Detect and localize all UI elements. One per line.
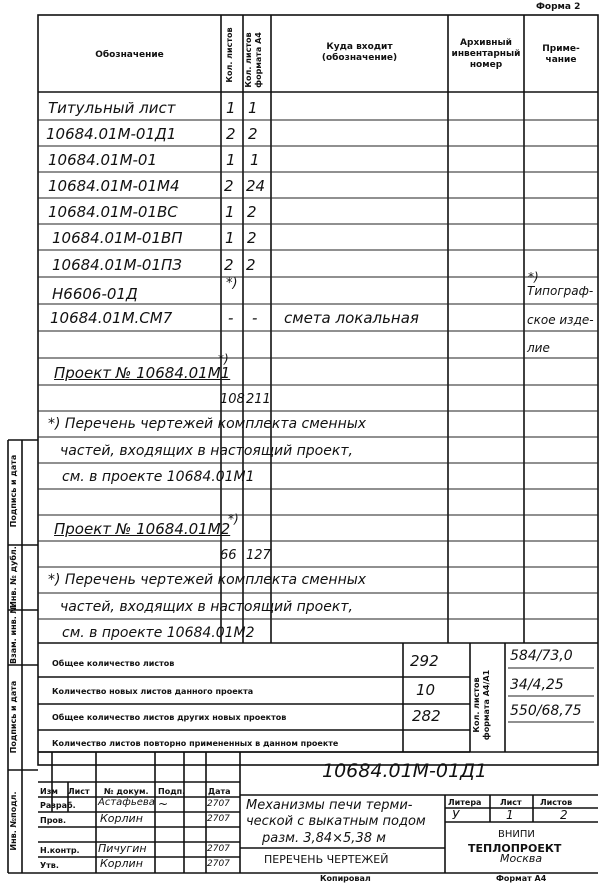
footer-format: Формат А4 <box>496 874 547 883</box>
project-2-mark: *) <box>228 512 239 526</box>
row-designation: 10684.01М-01ПЗ <box>52 256 182 274</box>
project-2-a4: 127 <box>246 548 271 563</box>
header-sheet-count-a4: Кол. листов формата А4 <box>244 32 263 88</box>
stamp-col-list: Лист <box>68 787 90 796</box>
row-a4: 24 <box>246 177 266 195</box>
header-archive-2: инвентарный <box>451 49 521 59</box>
stamp-org-city: Москва <box>500 852 543 865</box>
header-note-1: Приме- <box>542 44 580 54</box>
stamp-col-doc: № докум. <box>104 787 149 796</box>
side-inv-podl: Инв. №подл. <box>9 791 18 851</box>
row-used-in: смета локальная <box>284 309 419 327</box>
row-count: 1 <box>226 151 236 169</box>
header-used-in: Куда входит <box>326 42 393 52</box>
stamp-listov-value: 2 <box>560 808 568 822</box>
stamp-code: 10684.01М-01Д1 <box>322 760 488 782</box>
row-count: 2 <box>224 177 234 195</box>
total-a4: 584/73,0 <box>510 648 573 664</box>
project-1-title: Проект № 10684.01М1 <box>54 364 231 382</box>
stamp-list-label: Лист <box>500 798 522 807</box>
row-count: 2 <box>224 256 234 274</box>
new-label: Количество новых листов данного проекта <box>52 687 254 696</box>
project-2-text-1: *) Перечень чертежей комплекта сменных <box>48 572 367 588</box>
stamp-col-date: Дата <box>208 787 231 796</box>
header-used-in-sub: (обозначение) <box>321 53 398 63</box>
stamp-title-1: Механизмы печи терми- <box>246 798 413 813</box>
row-a4: 2 <box>246 256 256 274</box>
total-label: Общее количество листов <box>52 659 175 668</box>
stamp-litera-value: У <box>452 808 460 822</box>
row-note: *) <box>528 270 539 284</box>
new-value: 10 <box>416 681 436 699</box>
row-a4: 1 <box>248 99 258 117</box>
header-note-2: чание <box>545 55 577 65</box>
stamp-listov-label: Листов <box>540 798 573 807</box>
row-a4: - <box>252 309 258 327</box>
stamp-title-2: ческой с выкатным подом <box>246 814 426 829</box>
totals-vertical-label: Кол. листов формата А4/А1 <box>472 669 491 741</box>
stamp-prov-name: Корлин <box>100 812 143 825</box>
stamp-razrab-name: Астафьева <box>98 797 155 808</box>
header-archive-1: Архивный <box>460 38 512 48</box>
project-1-count: 108 <box>220 392 245 407</box>
row-designation: 10684.01М-01 <box>48 151 158 169</box>
row-designation: Титульный лист <box>48 99 176 117</box>
stamp-col-izm: Изм <box>40 787 58 796</box>
stamp-utv-date: 2707 <box>207 859 230 869</box>
project-2-count: 66 <box>220 548 237 563</box>
header-designation: Обозначение <box>95 50 164 60</box>
footer-copied: Копировал <box>320 874 371 883</box>
project-2-text-3: см. в проекте 10684.01М2 <box>62 625 255 641</box>
stamp-org-2: ТЕПЛОПРОЕКТ <box>468 842 562 855</box>
other-label: Общее количество листов других новых проектов <box>52 713 287 722</box>
stamp-razrab-label: Разраб. <box>40 801 76 810</box>
row-a4: 2 <box>248 125 258 143</box>
stamp-prov-date: 2707 <box>207 814 230 824</box>
row-count: 1 <box>225 229 235 247</box>
total-value: 292 <box>410 652 439 670</box>
note-line: Типограф- <box>527 284 594 298</box>
row-count: 2 <box>226 125 236 143</box>
row-designation: 10684.01М-01М4 <box>48 177 180 195</box>
stamp-utv-label: Утв. <box>40 861 59 870</box>
row-a4: 2 <box>247 229 257 247</box>
new-a4: 34/4,25 <box>510 677 564 693</box>
project-2-text-2: частей, входящих в настоящий проект, <box>60 599 353 615</box>
row-designation: 10684.01М.СМ7 <box>50 309 173 327</box>
row-count: - <box>228 309 234 327</box>
side-vzam: Взам. инв. № <box>9 603 18 664</box>
header-sheet-count: Кол. листов <box>225 27 234 83</box>
row-count: 1 <box>226 99 236 117</box>
row-count: 1 <box>225 203 235 221</box>
side-sign-date-top: Подпись и дата <box>9 454 18 528</box>
project-1-text-3: см. в проекте 10684.01М1 <box>62 469 255 485</box>
stamp-org-1: ВНИПИ <box>498 829 535 840</box>
project-2-title: Проект № 10684.01М2 <box>54 520 231 538</box>
project-1-text-1: *) Перечень чертежей комплекта сменных <box>48 416 367 432</box>
stamp-doc-name: ПЕРЕЧЕНЬ ЧЕРТЕЖЕЙ <box>264 853 389 866</box>
stamp-col-sign: Подп. <box>158 787 186 796</box>
row-designation: 10684.01М-01Д1 <box>46 125 177 143</box>
project-1-mark: *) <box>218 352 229 366</box>
other-value: 282 <box>412 707 441 725</box>
header-archive-3: номер <box>469 60 503 70</box>
row-a4: 1 <box>250 151 260 169</box>
note-line: ское изде- <box>527 313 594 327</box>
stamp-prov-label: Пров. <box>40 816 67 825</box>
side-inv-dubl: Инв. № дубл. <box>9 546 18 608</box>
project-1-a4: 211 <box>246 392 271 407</box>
stamp-razrab-sign: ~ <box>158 797 169 811</box>
stamp-list-value: 1 <box>506 808 514 822</box>
row-designation: 10684.01М-01ВС <box>48 203 178 221</box>
stamp-title-3: разм. 3,84×5,38 м <box>262 831 386 846</box>
row-designation: Н6606-01Д <box>52 285 138 303</box>
row-designation: 10684.01М-01ВП <box>52 229 183 247</box>
note-line: лие <box>527 341 550 355</box>
row-a4: 2 <box>247 203 257 221</box>
side-sign-date-bottom: Подпись и дата <box>9 680 18 754</box>
form-label: Форма 2 <box>536 2 581 12</box>
stamp-nkontr-name: Пичугин <box>98 842 147 855</box>
other-a4: 550/68,75 <box>510 703 582 719</box>
stamp-nkontr-date: 2707 <box>207 844 230 854</box>
stamp-nkontr-label: Н.контр. <box>40 846 80 855</box>
row-count: *) <box>226 276 238 291</box>
stamp-utv-name: Корлин <box>100 857 143 870</box>
stamp-litera-label: Литера <box>448 798 482 807</box>
stamp-razrab-date: 2707 <box>207 799 230 809</box>
reused-label: Количество листов повторно примененных в данном проекте <box>52 739 339 748</box>
project-1-text-2: частей, входящих в настоящий проект, <box>60 443 353 459</box>
